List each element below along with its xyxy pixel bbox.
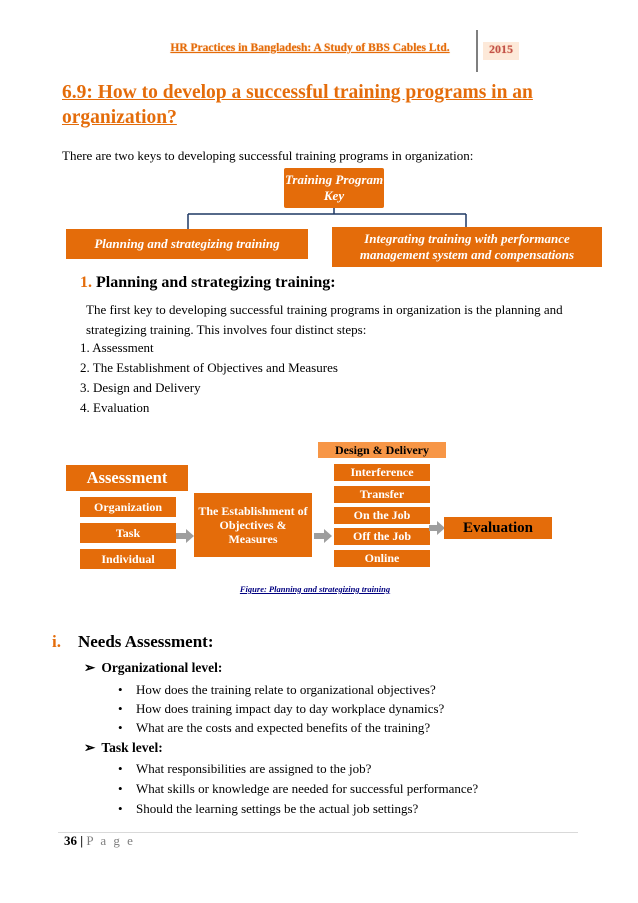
task-level-heading	[84, 740, 163, 756]
bullet-icon: •	[118, 781, 123, 796]
assessment-item-organization: Organization	[80, 497, 176, 517]
page-number: 36	[64, 833, 77, 848]
arrow-bullet-icon: ➢	[84, 660, 96, 675]
list-item	[118, 781, 478, 797]
figure-caption: Figure: Planning and strategizing training	[239, 584, 391, 594]
section1-paragraph: The first key to developing successful training programs in organization is the planning and strategizing training. This involves four distinct steps:	[86, 302, 563, 337]
list-item-text: How does training impact day to day workplace dynamics?	[136, 701, 445, 716]
assessment-item-individual: Individual	[80, 549, 176, 569]
list-item-text: What responsibilities are assigned to the job?	[136, 761, 372, 776]
page-footer	[64, 833, 135, 849]
needs-number: i.	[52, 632, 61, 651]
org-level-label: Organizational level:	[101, 660, 223, 675]
list-item	[118, 761, 371, 777]
step-item: 1. Assessment	[80, 340, 154, 355]
running-header-year: 2015	[483, 42, 519, 60]
assessment-item-task: Task	[80, 523, 176, 543]
bullet-icon: •	[118, 720, 123, 735]
list-item-text: How does the training relate to organizational objectives?	[136, 682, 436, 697]
assessment-box: Assessment	[66, 465, 188, 491]
section1-heading	[80, 274, 336, 292]
needs-title: Needs Assessment:	[77, 632, 214, 651]
footer-separator: |	[80, 833, 84, 848]
intro-text: There are two keys to developing successful training programs in organization:	[62, 148, 474, 163]
section1-title: Planning and strategizing training	[96, 274, 331, 291]
arrow-bullet-icon: ➢	[84, 740, 96, 755]
page-label: P a g e	[86, 833, 135, 848]
bullet-icon: •	[118, 761, 123, 776]
arrow-right-icon	[429, 521, 445, 535]
planning-strategizing-box: Planning and strategizing training	[66, 229, 308, 259]
training-program-key-box: Training Program Key	[284, 168, 384, 208]
arrow-right-icon	[314, 529, 332, 543]
org-level-heading	[84, 660, 222, 676]
footer-divider	[58, 832, 578, 833]
dd-item-on-the-job: On the Job	[334, 507, 430, 524]
list-item	[118, 682, 436, 698]
list-item-text: Should the learning settings be the actual job settings?	[136, 801, 419, 816]
list-item-text: What are the costs and expected benefits of the training?	[136, 720, 431, 735]
establishment-box: The Establishment of Objectives & Measures	[194, 493, 312, 557]
bullet-icon: •	[118, 801, 123, 816]
list-item	[118, 720, 430, 736]
section-heading: 6.9: How to develop a successful training programs in an organization?	[62, 82, 533, 128]
arrow-right-icon	[176, 529, 194, 543]
integrating-training-box: Integrating training with performance management system and compensations	[332, 227, 602, 267]
step-item: 3. Design and Delivery	[80, 380, 201, 395]
dd-item-interference: Interference	[334, 464, 430, 481]
step-item: 2. The Establishment of Objectives and Measures	[80, 360, 338, 375]
task-level-label: Task level:	[101, 740, 163, 755]
needs-assessment-heading	[52, 632, 214, 652]
section1-colon: :	[330, 274, 336, 291]
bullet-icon: •	[118, 682, 123, 697]
section1-number: 1.	[80, 274, 92, 291]
design-delivery-label: Design & Delivery	[318, 442, 446, 458]
list-item	[118, 701, 444, 717]
step-item: 4. Evaluation	[80, 400, 150, 415]
bullet-icon: •	[118, 701, 123, 716]
evaluation-box: Evaluation	[444, 517, 552, 539]
list-item	[118, 801, 418, 817]
dd-item-online: Online	[334, 550, 430, 567]
list-item-text: What skills or knowledge are needed for successful performance?	[136, 781, 479, 796]
dd-item-transfer: Transfer	[334, 486, 430, 503]
running-header-title: HR Practices in Bangladesh: A Study of BBS Cables Ltd.	[170, 42, 450, 54]
dd-item-off-the-job: Off the Job	[334, 528, 430, 545]
